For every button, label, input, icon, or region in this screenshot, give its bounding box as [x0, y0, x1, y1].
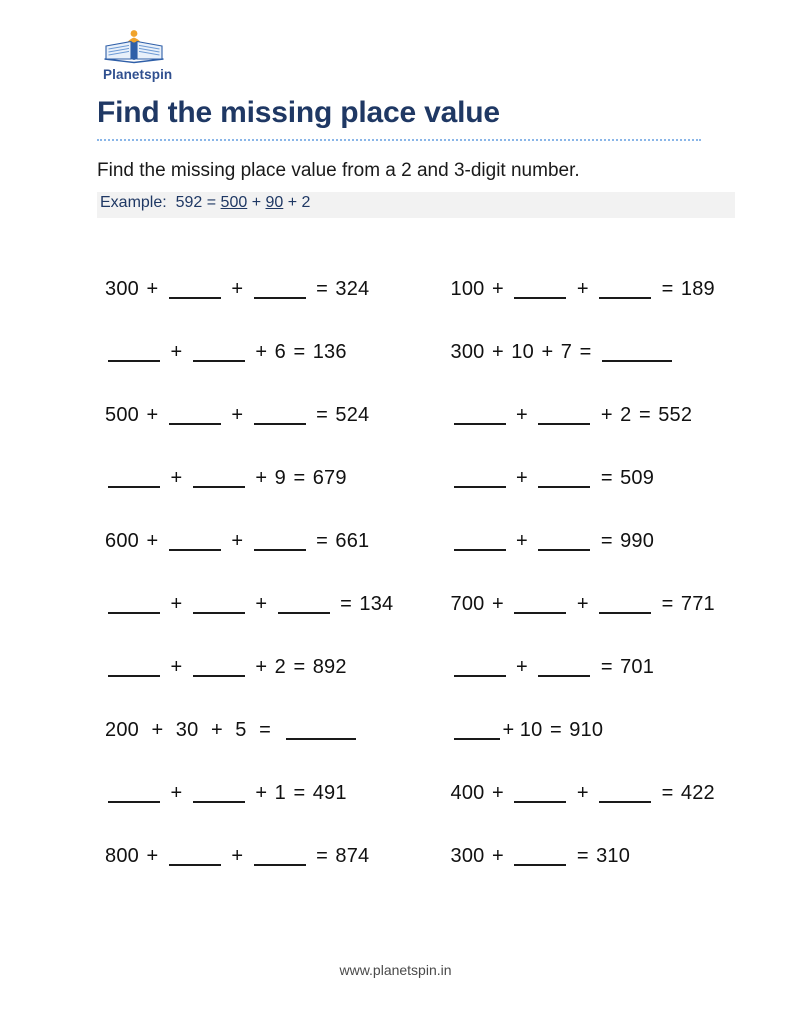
operator: + — [165, 467, 188, 489]
operator: = — [287, 341, 311, 363]
operator: + — [502, 719, 520, 741]
number: 700 — [450, 593, 485, 615]
operator: + — [510, 530, 534, 552]
instruction-text: Find the missing place value from a 2 and 3-digit number. — [97, 160, 580, 181]
problem-p6 — [105, 573, 446, 636]
operator: = — [656, 782, 679, 804]
operator: + — [165, 656, 188, 678]
answer-blank[interactable] — [193, 787, 245, 803]
number: 1 — [274, 782, 286, 804]
operator: = — [287, 467, 311, 489]
problem-p3 — [105, 384, 446, 447]
operator: + — [145, 719, 169, 741]
number: 134 — [359, 593, 394, 615]
operator: = — [633, 404, 657, 426]
number: 874 — [335, 845, 370, 867]
operator: = — [595, 656, 619, 678]
answer-blank[interactable] — [254, 535, 306, 551]
example-plus-2: + — [287, 194, 298, 211]
operator: = — [544, 719, 568, 741]
operator: + — [535, 341, 559, 363]
example-ones: 2 — [301, 194, 311, 211]
answer-blank[interactable] — [169, 283, 221, 299]
problem-p9 — [105, 762, 446, 825]
operator: = — [310, 278, 334, 300]
number: 136 — [312, 341, 347, 363]
number: 300 — [105, 278, 139, 300]
answer-blank[interactable] — [514, 598, 566, 614]
operator: + — [225, 845, 249, 867]
operator: + — [571, 278, 595, 300]
problems-column-left — [105, 258, 446, 888]
answer-blank[interactable] — [278, 598, 330, 614]
number: 701 — [620, 656, 655, 678]
problem-p10 — [105, 825, 446, 888]
problem-p13 — [451, 384, 791, 447]
number: 679 — [312, 467, 347, 489]
answer-blank[interactable] — [286, 724, 356, 740]
operator: + — [140, 530, 164, 552]
example-label: Example: — [100, 194, 167, 211]
operator: = — [595, 530, 619, 552]
answer-blank[interactable] — [193, 472, 245, 488]
operator: = — [287, 656, 311, 678]
problem-p14 — [451, 447, 791, 510]
problems-column-right — [451, 258, 791, 888]
problem-p15 — [451, 510, 791, 573]
answer-blank[interactable] — [538, 409, 590, 425]
answer-blank[interactable] — [193, 661, 245, 677]
answer-blank[interactable] — [454, 535, 506, 551]
answer-blank[interactable] — [514, 850, 566, 866]
number: 189 — [680, 278, 715, 300]
number: 524 — [335, 404, 370, 426]
operator: + — [225, 530, 249, 552]
operator: = — [253, 719, 277, 741]
number: 491 — [312, 782, 347, 804]
number: 310 — [596, 845, 631, 867]
number: 500 — [105, 404, 139, 426]
answer-blank[interactable] — [108, 472, 160, 488]
number: 509 — [620, 467, 655, 489]
operator: = — [574, 341, 597, 363]
operator: + — [486, 341, 510, 363]
problem-p11 — [451, 258, 791, 321]
example-tens: 90 — [265, 194, 284, 211]
footer-url: www.planetspin.in — [339, 962, 452, 978]
answer-blank[interactable] — [602, 346, 672, 362]
number: 800 — [105, 845, 139, 867]
example-equals: = — [206, 194, 217, 211]
operator: = — [310, 845, 334, 867]
operator: + — [249, 341, 273, 363]
operator: + — [165, 341, 188, 363]
number: 10 — [511, 341, 534, 363]
number: 324 — [335, 278, 370, 300]
problem-p12 — [451, 321, 791, 384]
number: 300 — [450, 845, 485, 867]
page-title: Find the missing place value — [97, 96, 500, 129]
number: 5 — [235, 719, 247, 741]
answer-blank[interactable] — [108, 787, 160, 803]
brand-logo — [99, 28, 279, 82]
answer-blank[interactable] — [193, 346, 245, 362]
operator: + — [165, 593, 188, 615]
number: 200 — [105, 719, 139, 741]
answer-blank[interactable] — [169, 850, 221, 866]
problem-p1 — [105, 258, 446, 321]
answer-blank[interactable] — [254, 409, 306, 425]
problem-p5 — [105, 510, 446, 573]
problem-p4 — [105, 447, 446, 510]
answer-blank[interactable] — [454, 472, 506, 488]
answer-blank[interactable] — [599, 283, 651, 299]
answer-blank[interactable] — [254, 283, 306, 299]
number: 7 — [560, 341, 573, 363]
operator: + — [249, 593, 273, 615]
operator: = — [334, 593, 358, 615]
answer-blank[interactable] — [538, 472, 590, 488]
answer-blank[interactable] — [108, 661, 160, 677]
operator: + — [595, 404, 619, 426]
number: 2 — [274, 656, 286, 678]
number: 600 — [105, 530, 139, 552]
example-hundreds: 500 — [220, 194, 248, 211]
answer-blank[interactable] — [454, 724, 500, 740]
operator: + — [486, 782, 510, 804]
operator: + — [486, 278, 510, 300]
operator: + — [249, 656, 273, 678]
operator: = — [656, 593, 679, 615]
operator: + — [225, 404, 249, 426]
problem-p19 — [451, 762, 791, 825]
answer-blank[interactable] — [599, 598, 651, 614]
operator: = — [595, 467, 619, 489]
problem-p17 — [451, 636, 791, 699]
number: 30 — [175, 719, 199, 741]
operator: = — [310, 530, 334, 552]
number: 10 — [519, 719, 543, 741]
answer-blank[interactable] — [169, 535, 221, 551]
number: 910 — [569, 719, 604, 741]
number: 771 — [680, 593, 715, 615]
number: 661 — [335, 530, 370, 552]
problem-p8 — [105, 699, 446, 762]
answer-blank[interactable] — [538, 535, 590, 551]
number: 552 — [658, 404, 693, 426]
operator: + — [165, 782, 188, 804]
answer-blank[interactable] — [538, 661, 590, 677]
operator: + — [510, 656, 534, 678]
example-line — [100, 194, 310, 212]
brand-name: Planetspin — [103, 67, 173, 82]
number: 300 — [450, 341, 485, 363]
problems-grid — [0, 258, 791, 888]
operator: + — [140, 845, 164, 867]
number: 100 — [450, 278, 485, 300]
title-divider — [97, 139, 701, 141]
number: 422 — [680, 782, 715, 804]
operator: = — [656, 278, 679, 300]
operator: + — [249, 467, 273, 489]
number: 892 — [312, 656, 347, 678]
operator: + — [571, 593, 595, 615]
operator: + — [249, 782, 273, 804]
answer-blank[interactable] — [108, 598, 160, 614]
answer-blank[interactable] — [454, 661, 506, 677]
example-number: 592 — [175, 194, 203, 211]
answer-blank[interactable] — [169, 409, 221, 425]
operator: + — [510, 404, 534, 426]
operator: = — [571, 845, 595, 867]
number: 2 — [620, 404, 632, 426]
open-book-with-person-icon — [103, 28, 165, 64]
operator: + — [140, 404, 164, 426]
operator: + — [510, 467, 534, 489]
answer-blank[interactable] — [193, 598, 245, 614]
operator: = — [287, 782, 311, 804]
operator: + — [571, 782, 595, 804]
number: 9 — [274, 467, 286, 489]
number: 6 — [274, 341, 286, 363]
answer-blank[interactable] — [108, 346, 160, 362]
problem-p7 — [105, 636, 446, 699]
example-plus-1: + — [251, 194, 262, 211]
answer-blank[interactable] — [599, 787, 651, 803]
operator: + — [140, 278, 164, 300]
problem-p2 — [105, 321, 446, 384]
answer-blank[interactable] — [454, 409, 506, 425]
answer-blank[interactable] — [514, 283, 566, 299]
number: 400 — [450, 782, 485, 804]
problem-p18 — [451, 699, 791, 762]
number: 990 — [620, 530, 655, 552]
problem-p16 — [451, 573, 791, 636]
operator: = — [310, 404, 334, 426]
operator: + — [205, 719, 229, 741]
answer-blank[interactable] — [254, 850, 306, 866]
operator: + — [486, 845, 510, 867]
problem-p20 — [451, 825, 791, 888]
operator: + — [486, 593, 510, 615]
answer-blank[interactable] — [514, 787, 566, 803]
operator: + — [225, 278, 249, 300]
